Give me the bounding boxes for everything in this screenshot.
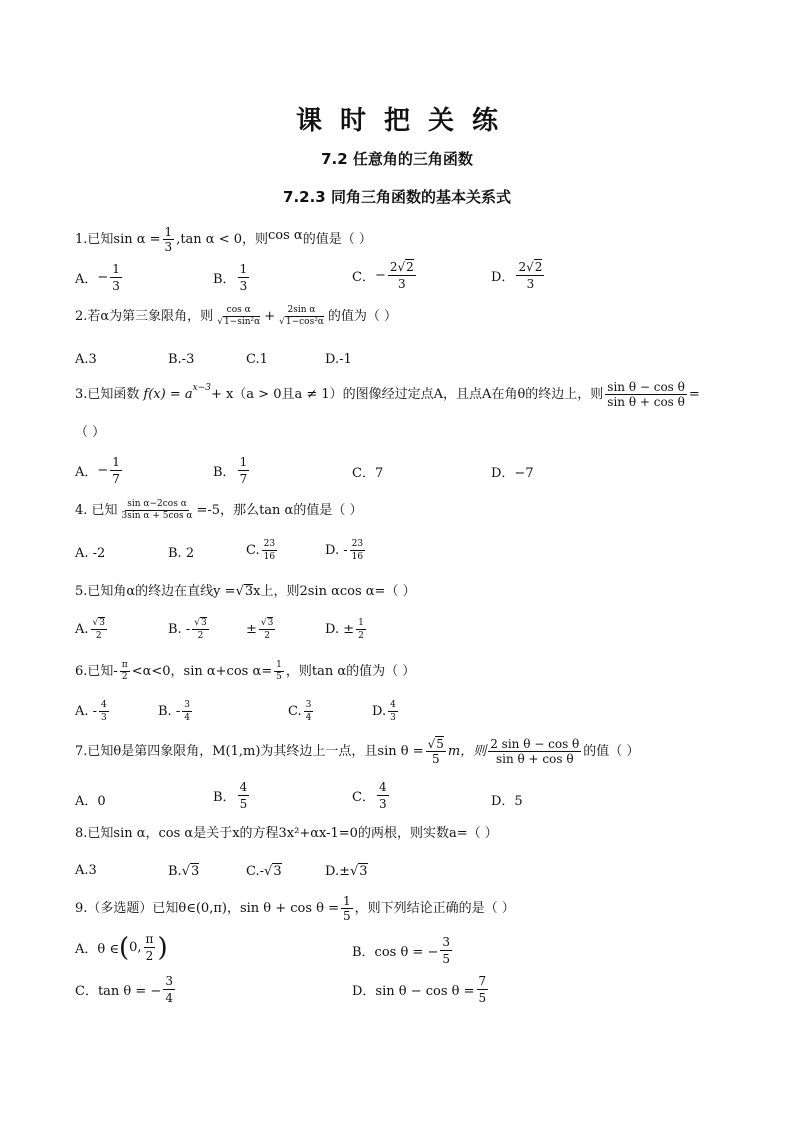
- q3-option-d[interactable]: D．−7: [491, 466, 534, 481]
- question-4: 4. 已知 $\frac{\text{sin α−2cos α}}{\text{3sin α + 5cos α}}$ =-5，那么tan α的值是（ ）: [75, 499, 363, 521]
- q3-option-c[interactable]: C．7: [352, 466, 384, 481]
- q9-option-c[interactable]: C．tan θ = − $\frac{3}{4}$: [75, 974, 173, 1005]
- fraction: $\frac{1}{3}$: [164, 225, 173, 254]
- q7-option-a[interactable]: A．0: [75, 794, 106, 809]
- section-title: 7.2 任意角的三角函数: [321, 150, 473, 168]
- q5-option-a[interactable]: A. $\frac{√3}{2}$: [75, 618, 106, 641]
- q7-option-d[interactable]: D．5: [491, 794, 523, 809]
- subsection-title: 7.2.3 同角三角函数的基本关系式: [283, 188, 511, 206]
- question-5: 5.已知角α的终边在直线y = √ 3 x上，则2sin αcos α=（ ）: [75, 583, 416, 599]
- q9-option-a[interactable]: A．θ ∈ ( 0, $\frac{\pi}{2}$ ): [75, 932, 168, 963]
- question-3: 3.已知函数 f(x) = a $^{x-3}$ + x（a > 0且a ≠ 1）的图像经过定点A，且点A在角θ的终边上，则 $\frac{\text{sin θ − cos θ}}{\text{sin θ + cos θ}}$ =: [75, 380, 700, 409]
- q5-option-b[interactable]: B. - $\frac{√3}{2}$: [168, 618, 207, 641]
- question-3-paren: （ ）: [75, 425, 106, 440]
- q6-option-d[interactable]: D. $\frac{4}{3}$: [372, 700, 396, 723]
- q1-option-a[interactable]: A． − $\frac{1}{3}$: [75, 262, 120, 293]
- q4-option-b[interactable]: B. 2: [168, 546, 195, 561]
- q3-option-b[interactable]: B． $\frac{1}{7}$: [213, 455, 248, 486]
- q8-option-a[interactable]: A.3: [75, 863, 97, 878]
- question-8: 8.已知sin α，cos α是关于x的方程3x²+αx-1=0的两根，则实数a=（ ）: [75, 826, 498, 841]
- q2-option-a[interactable]: A.3: [75, 352, 97, 367]
- question-6: 6.已知- $\frac{\pi}{2}$ <α<0，sin α+cos α= $\frac{1}{5}$ ，则tan α的值为（ ）: [75, 660, 416, 682]
- q5-option-c[interactable]: ± $\frac{√3}{2}$: [246, 618, 274, 641]
- q1-option-d[interactable]: D． $\frac{2√2}{3}$: [491, 260, 543, 291]
- question-1: 1.已知sin α = $\frac{1}{3}$ ,tan α < 0，则 cos α 的值是（ ）: [75, 225, 372, 254]
- q6-option-a[interactable]: A. - $\frac{4}{3}$: [75, 700, 107, 723]
- q8-option-b[interactable]: B. √ 3: [168, 863, 200, 879]
- q5-option-d[interactable]: D. ± $\frac{1}{2}$: [325, 618, 364, 641]
- q6-option-c[interactable]: C. $\frac{3}{4}$: [288, 700, 312, 723]
- q1-option-c[interactable]: C． − $\frac{2√2}{3}$: [352, 260, 414, 291]
- question-7: 7.已知θ是第四象限角，M(1,m)为其终边上一点，且sin θ = $\frac{√5}{5}$ m，则 $\frac{\text{2 sin θ − cos θ}}{\text{sin θ + cos θ}}$ 的值（ ）: [75, 737, 640, 766]
- q4-option-d[interactable]: D. - $\frac{23}{16}$: [325, 539, 364, 562]
- q8-option-d[interactable]: D.± √ 3: [325, 863, 368, 879]
- q2-option-d[interactable]: D.-1: [325, 352, 352, 367]
- q9-option-d[interactable]: D．sin θ − cos θ = $\frac{7}{5}$: [352, 974, 487, 1005]
- q2-option-b[interactable]: B.-3: [168, 352, 195, 367]
- question-2: 2.若α为第三象限角，则 $\frac{\text{cos α}}{\text{√1−sin²α}}$ + $\frac{\text{2sin α}}{\text{√1−cos²α}}$ 的值为（ ）: [75, 305, 398, 327]
- q3-option-a[interactable]: A． − $\frac{1}{7}$: [75, 455, 120, 486]
- page-title: 课时把关练: [295, 106, 516, 136]
- q4-option-a[interactable]: A. -2: [75, 546, 106, 561]
- q7-option-b[interactable]: B． $\frac{4}{5}$: [213, 780, 248, 811]
- q6-option-b[interactable]: B. - $\frac{3}{4}$: [158, 700, 190, 723]
- question-9: 9.（多选题）已知θ∈(0,π)，sin θ + cos θ = $\frac{1}{5}$ ，则下列结论正确的是（ ）: [75, 894, 515, 923]
- q2-option-c[interactable]: C.1: [246, 352, 268, 367]
- q4-option-c[interactable]: C. $\frac{23}{16}$: [246, 539, 276, 562]
- q1-option-b[interactable]: B． $\frac{1}{3}$: [213, 262, 248, 293]
- q7-option-c[interactable]: C． $\frac{4}{3}$: [352, 780, 387, 811]
- q9-option-b[interactable]: B．cos θ = − $\frac{3}{5}$: [352, 935, 450, 966]
- q8-option-c[interactable]: C.- √ 3: [246, 863, 282, 879]
